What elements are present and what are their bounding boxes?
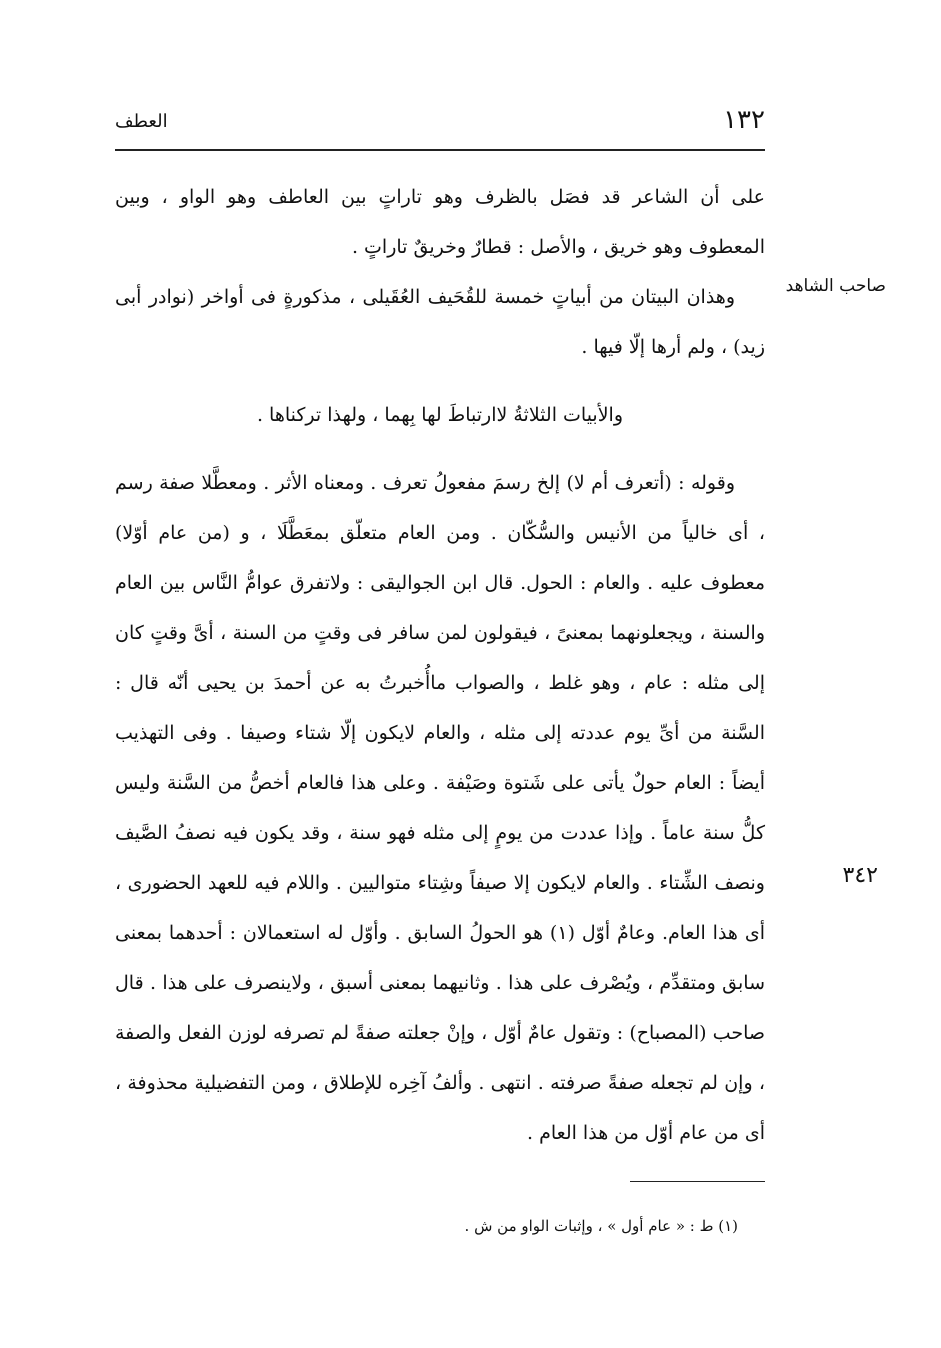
paragraph: وهذان البيتان من أبياتٍ خمسة للقُحَيف العُقَيلى ، مذكورةٍ فى أواخر (نوادر أبى زيد) ، ولم أرها إلّا فيها .: [115, 286, 765, 358]
page-header: [115, 104, 765, 144]
paragraph: والأبيات الثلاثةُ لاارتباطَ لها بِهما ، ولهذا تركناها .: [256, 404, 624, 426]
page-number: ١٣٢: [723, 105, 765, 135]
margin-number: ٣٤٢: [842, 863, 878, 888]
footnote-divider: [630, 1181, 765, 1182]
paragraph: وقوله : (أتعرف أم لا) إلخ رسمَ مفعولُ تعرف . ومعناه الأثر . ومعطَّلا صفة رسم ، أى خالياً من الأنيس والسُّكّان . ومن العام متعلّق بمعَطَّلَا ، و (من عام أوّلا) معطوف عليه . والعام : الحول. قال ابن الجواليقى : ولاتفرق عوامُّ النَّاس بين العام والسنة ، ويجعلونهما بمعنىً ، فيقولون لمن سافر فى وقتٍ من السنة ، أىَّ وقتٍ كان إلى مثله : عام ، وهو غلط ، والصواب ماأُخبرتُ به عن أحمدَ بن يحيى أنّه قال : السَّنة من أىِّ يوم عددته إلى مثله ، والعام لايكون إلّا شتاء وصيفا . وفى التهذيب أيضاً : العام حولٌ يأتى على شَتوة وصَيْفة . وعلى هذا فالعام أخصُّ من السَّنة وليس كلُّ سنة عاماً . وإذا عددت من يومٍ إلى مثله فهو سنة ، وقد يكون فيه نصفُ الصَّيف ونصف الشِّتاء . والعام لايكون إلا صيفاً وشِتاء متواليين . واللام فيه للعهد الحضورى ، أى هذا العام. وعامٌ أوّل (١) هو الحولُ السابق . وأوّل له استعمالان : أحدهما بمعنى سابق ومتقدِّم ، ويُصْرف على هذا . وثانيهما بمعنى أسبق ، ولاينصرف على هذا . قال صاحب (المصباح) : وتقول عامٌ أوّل ، وإنْ جعلته صفةً لم تصرفه لوزن الفعل والصفة ، وإن لم تجعله صفةً صرفته . انتهى . وألفُ آخِره للإطلاق ، ومن التفضيلية محذوفة ، أى من عام أوّل من هذا العام .: [115, 472, 766, 1144]
margin-note: صاحب الشاهد: [785, 276, 886, 296]
paragraph: على أن الشاعر قد فصَل بالظرف وهو تاراتٍ بين العاطف وهو الواو ، وبين المعطوف وهو خريق ، والأصل : قطارٌ وخريقٌ تاراتٍ .: [115, 186, 765, 258]
footnote: (١) ط : « عام أول » ، وإثبات الواو من ش .: [464, 1217, 738, 1235]
header-divider: [115, 149, 765, 151]
running-title: العطف: [115, 111, 168, 132]
main-text: [115, 172, 765, 1158]
